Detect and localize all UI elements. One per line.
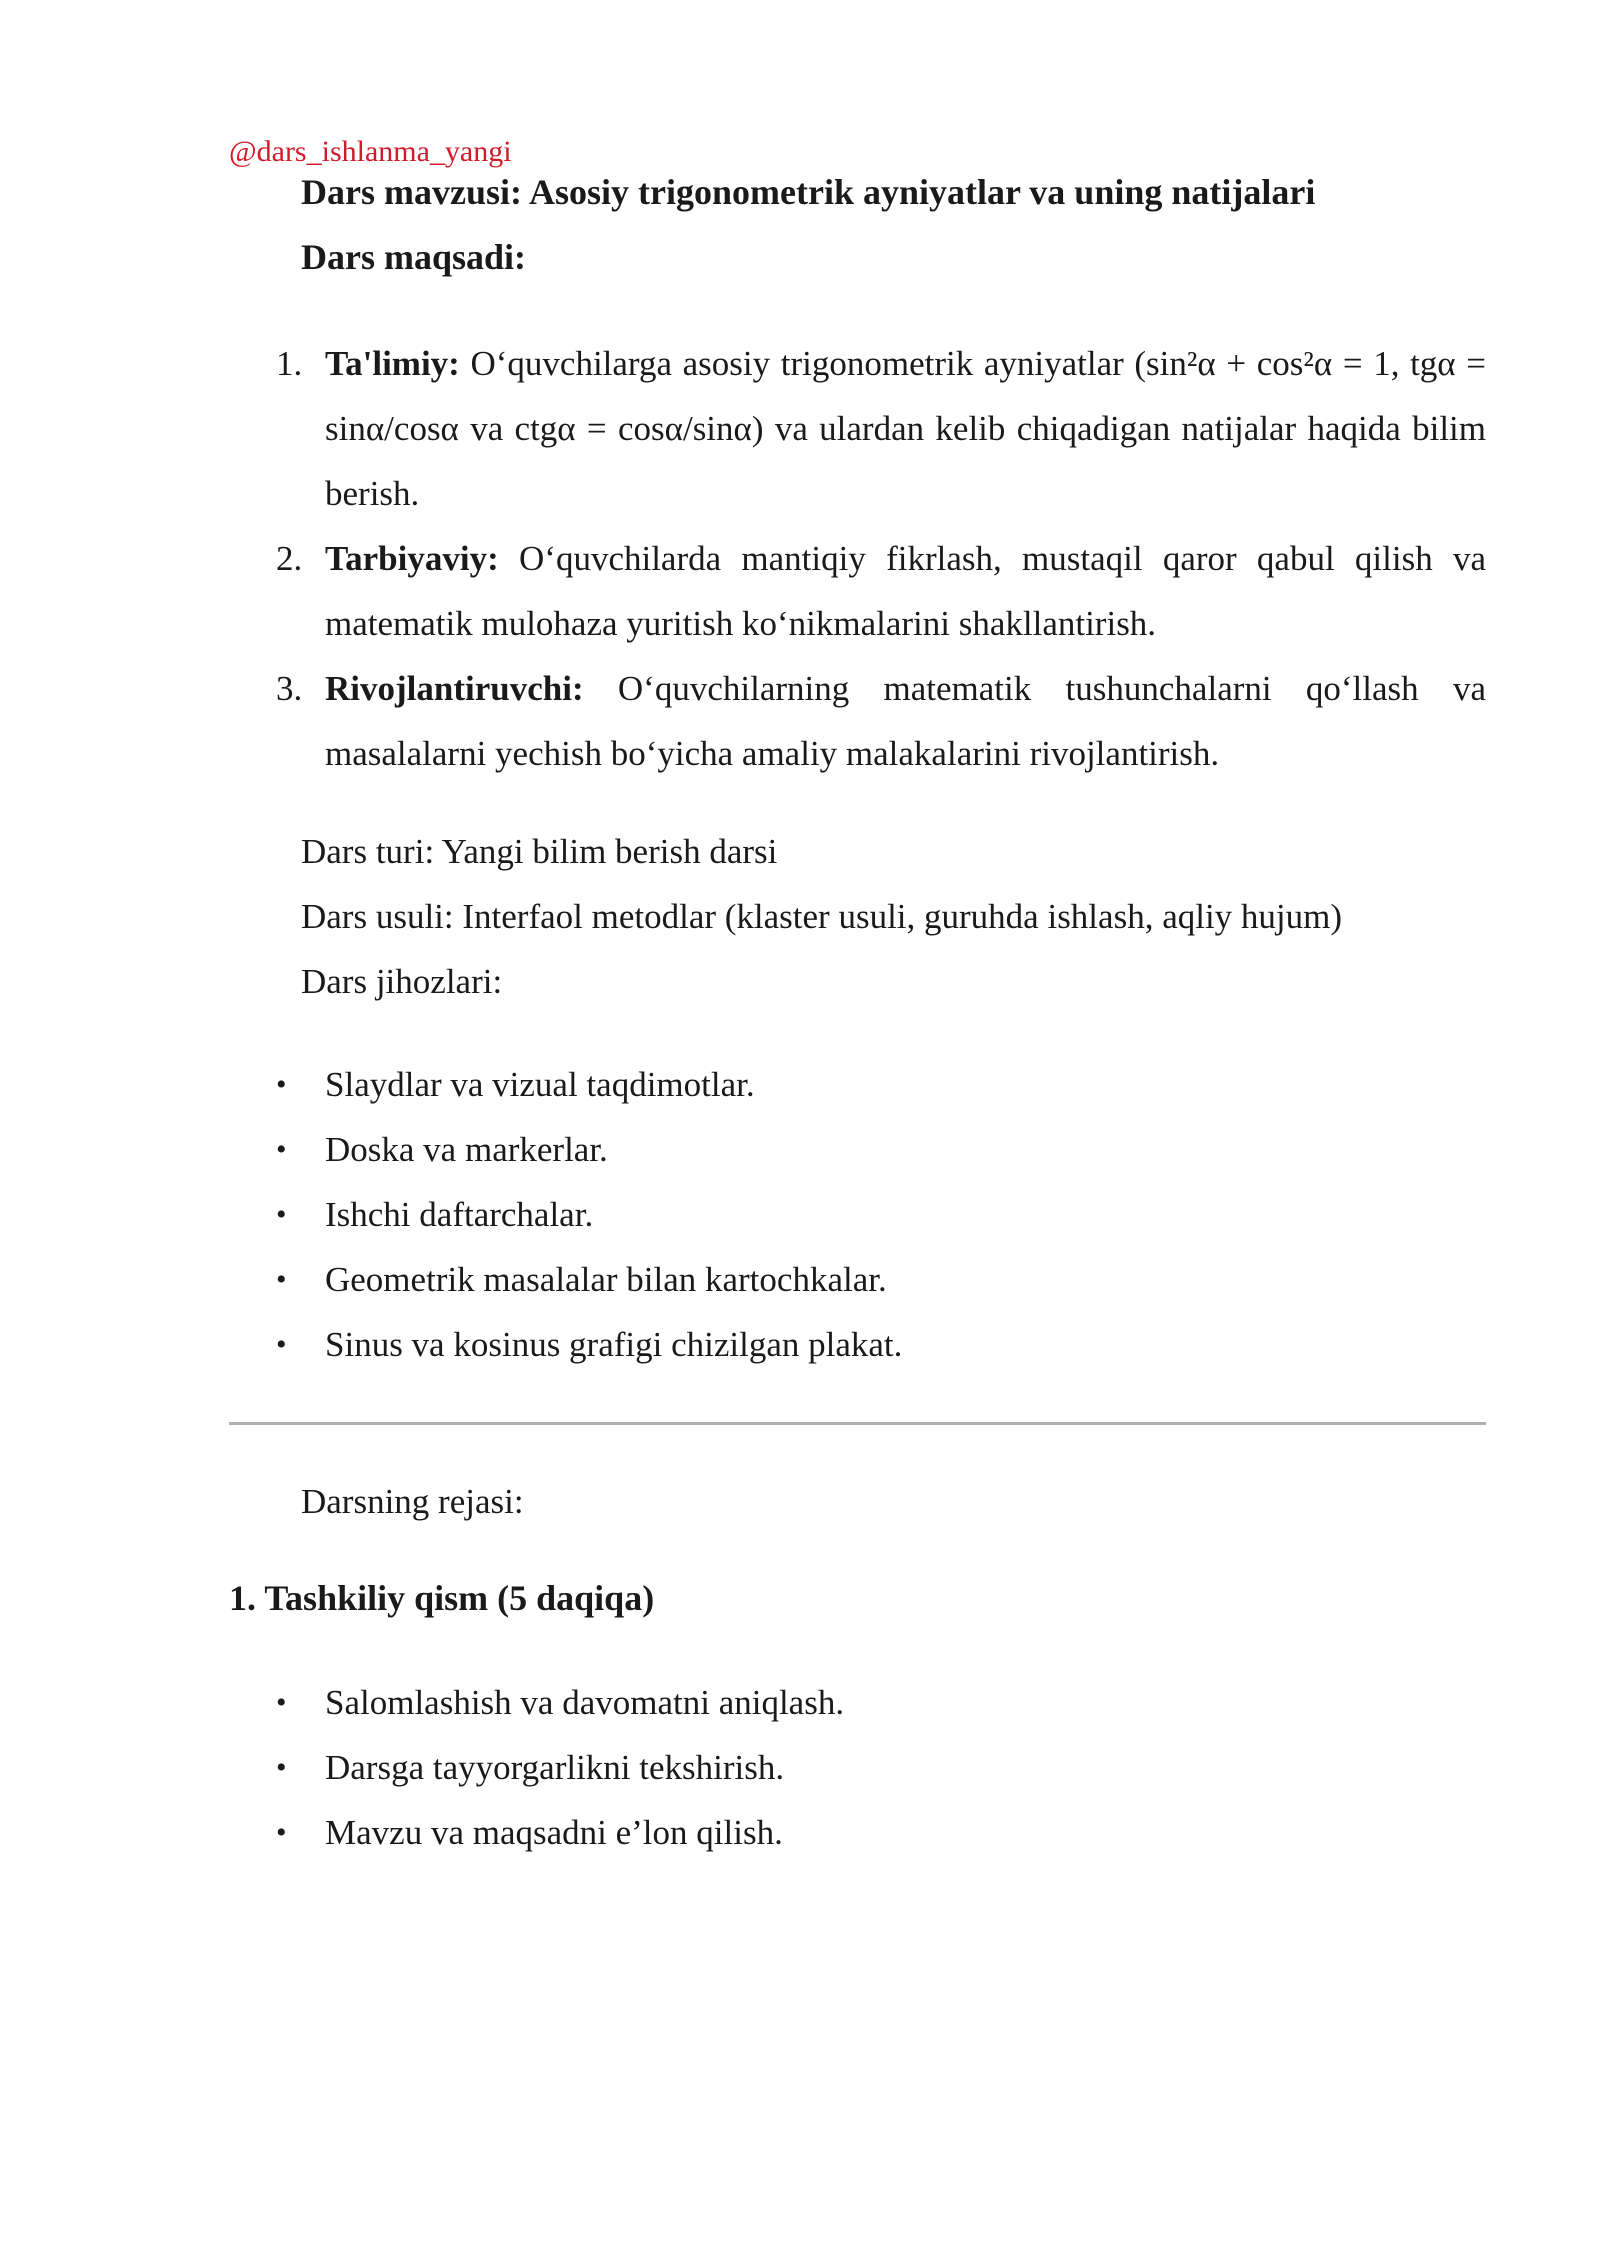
objective-item <box>276 656 1486 786</box>
list-item <box>276 1052 902 1117</box>
list-item <box>276 1182 902 1247</box>
list-item <box>276 1312 902 1377</box>
bullet-icon: • <box>276 1751 287 1784</box>
list-item-text: Geometrik masalalar bilan kartochkalar. <box>325 1260 887 1299</box>
lesson-method: Dars usuli: Interfaol metodlar (klaster usuli, guruhda ishlash, aqliy hujum) <box>301 897 1343 936</box>
list-item <box>276 1670 844 1735</box>
lesson-topic-label: Dars mavzusi: <box>301 172 522 212</box>
list-item-text: Slaydlar va vizual taqdimotlar. <box>325 1065 755 1104</box>
list-item <box>276 1800 844 1865</box>
objectives-list <box>276 331 1486 786</box>
objective-number: 2. <box>276 539 303 578</box>
bullet-icon: • <box>276 1328 287 1361</box>
horizontal-divider <box>229 1422 1486 1425</box>
list-item-text: Ishchi daftarchalar. <box>325 1195 594 1234</box>
section1-list <box>276 1670 844 1865</box>
lesson-goal-label: Dars maqsadi: <box>301 237 527 277</box>
bullet-icon: • <box>276 1133 287 1166</box>
list-item-text: Sinus va kosinus grafigi chizilgan plakat. <box>325 1325 903 1364</box>
equipment-label: Dars jihozlari: <box>301 962 503 1001</box>
bullet-icon: • <box>276 1068 287 1101</box>
bullet-icon: • <box>276 1816 287 1849</box>
section-heading: 1. Tashkiliy qism (5 daqiqa) <box>229 1578 655 1618</box>
objective-item <box>276 331 1486 526</box>
list-item-text: Mavzu va maqsadni e’lon qilish. <box>325 1813 783 1852</box>
lesson-type: Dars turi: Yangi bilim berish darsi <box>301 832 778 871</box>
objective-text: O‘quvchilarga asosiy trigonometrik ayniyatlar (sin²α + cos²α = 1, tgα = sinα/cosα va ctgα = cosα/sinα) va ulardan kelib chiqadigan natijalar haqida bilim berish. <box>325 344 1487 513</box>
equipment-list <box>276 1052 902 1377</box>
list-item <box>276 1247 902 1312</box>
bullet-icon: • <box>276 1263 287 1296</box>
objective-text: O‘quvchilarda mantiqiy fikrlash, mustaqil qaror qabul qilish va matematik mulohaza yuritish ko‘nikmalarini shakllantirish. <box>325 539 1487 643</box>
objective-title: Tarbiyaviy: <box>325 539 499 578</box>
bullet-icon: • <box>276 1686 287 1719</box>
objective-number: 3. <box>276 669 303 708</box>
objective-title: Rivojlantiruvchi: <box>325 669 584 708</box>
watermark-handle: @dars_ishlanma_yangi <box>229 135 512 168</box>
plan-label: Darsning rejasi: <box>301 1482 524 1521</box>
objective-title: Ta'limiy: <box>325 344 460 383</box>
list-item-text: Salomlashish va davomatni aniqlash. <box>325 1683 845 1722</box>
lesson-topic-text: Asosiy trigonometrik ayniyatlar va uning natijalari <box>529 172 1316 212</box>
objective-text: O‘quvchilarning matematik tushunchalarni qo‘llash va masalalarni yechish bo‘yicha amaliy malakalarini rivojlantirish. <box>325 669 1486 773</box>
objective-item <box>276 526 1486 656</box>
list-item-text: Darsga tayyorgarlikni tekshirish. <box>325 1748 785 1787</box>
list-item-text: Doska va markerlar. <box>325 1130 608 1169</box>
bullet-icon: • <box>276 1198 287 1231</box>
lesson-topic <box>301 168 1315 216</box>
list-item <box>276 1117 902 1182</box>
list-item <box>276 1735 844 1800</box>
objective-number: 1. <box>276 344 303 383</box>
